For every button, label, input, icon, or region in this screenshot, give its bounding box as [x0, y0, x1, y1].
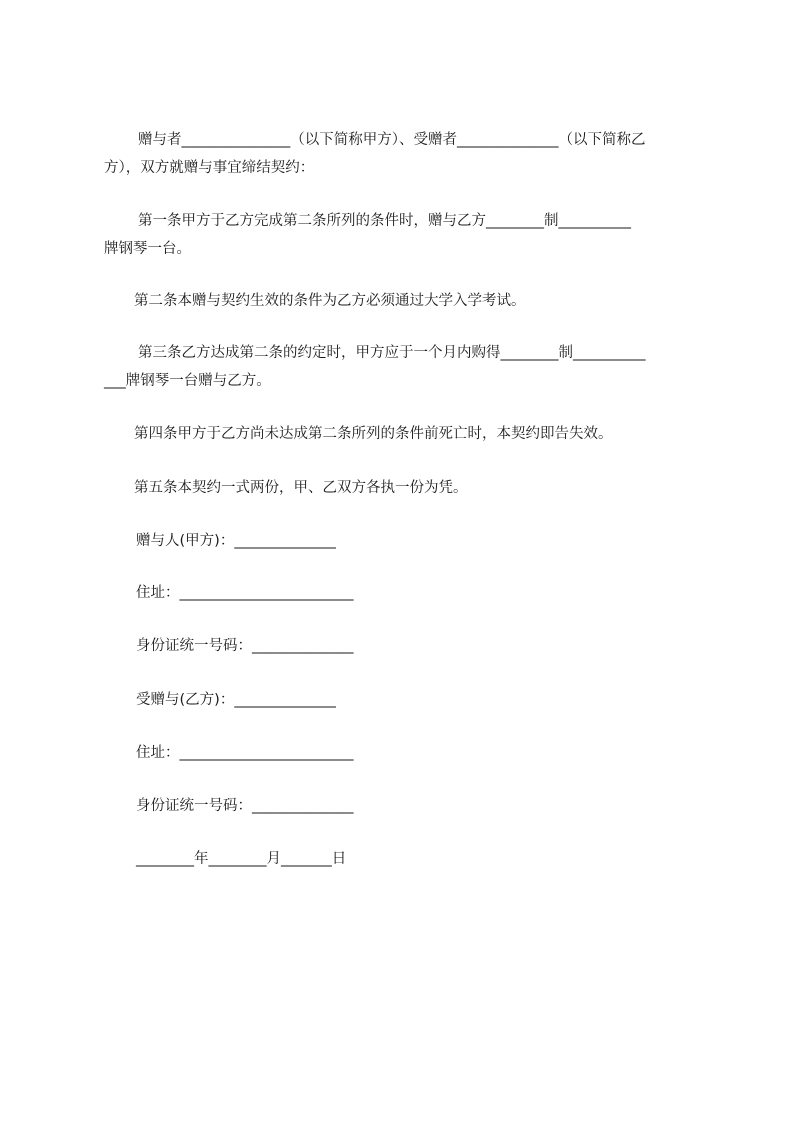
donor-id-field: 身份证统一号码：______________ — [136, 638, 354, 654]
donee-address-field: 住址：________________________ — [136, 745, 354, 761]
article-3-line-2: ___牌钢琴一台赠与乙方。 — [104, 373, 271, 389]
donor-address-field: 住址：________________________ — [136, 585, 354, 601]
date-field: ________年________月_______日 — [136, 851, 347, 867]
article-1-line-2: 牌钢琴一台。 — [104, 241, 191, 257]
intro-line-1: 赠与者_______________（以下简称甲方）、受赠者______________（以下简称乙 — [138, 132, 646, 148]
article-5-paragraph — [104, 474, 704, 502]
donee-label-field: 受赠与(乙方)：______________ — [136, 692, 336, 708]
article-2-text: 第二条本赠与契约生效的条件为乙方必须通过大学入学考试。 — [134, 293, 526, 309]
article-5-text: 第五条本契约一式两份，甲、乙双方各执一份为凭。 — [134, 480, 468, 496]
article-4-paragraph — [104, 420, 704, 448]
intro-paragraph — [104, 126, 704, 182]
article-3-paragraph — [104, 339, 704, 395]
article-1-paragraph — [104, 207, 704, 263]
article-3-line-1: 第三条乙方达成第二条的约定时，甲方应于一个月内购得________制__________ — [138, 345, 646, 361]
article-2-paragraph — [104, 287, 704, 315]
article-1-line-1: 第一条甲方于乙方完成第二条所列的条件时，赠与乙方________制__________ — [138, 213, 631, 229]
intro-line-2: 方），双方就赠与事宜缔结契约： — [104, 160, 315, 176]
donor-label-field: 赠与人(甲方)：______________ — [136, 533, 336, 549]
article-4-text: 第四条甲方于乙方尚未达成第二条所列的条件前死亡时，本契约即告失效。 — [134, 426, 613, 442]
donee-id-field: 身份证统一号码：______________ — [136, 798, 354, 814]
